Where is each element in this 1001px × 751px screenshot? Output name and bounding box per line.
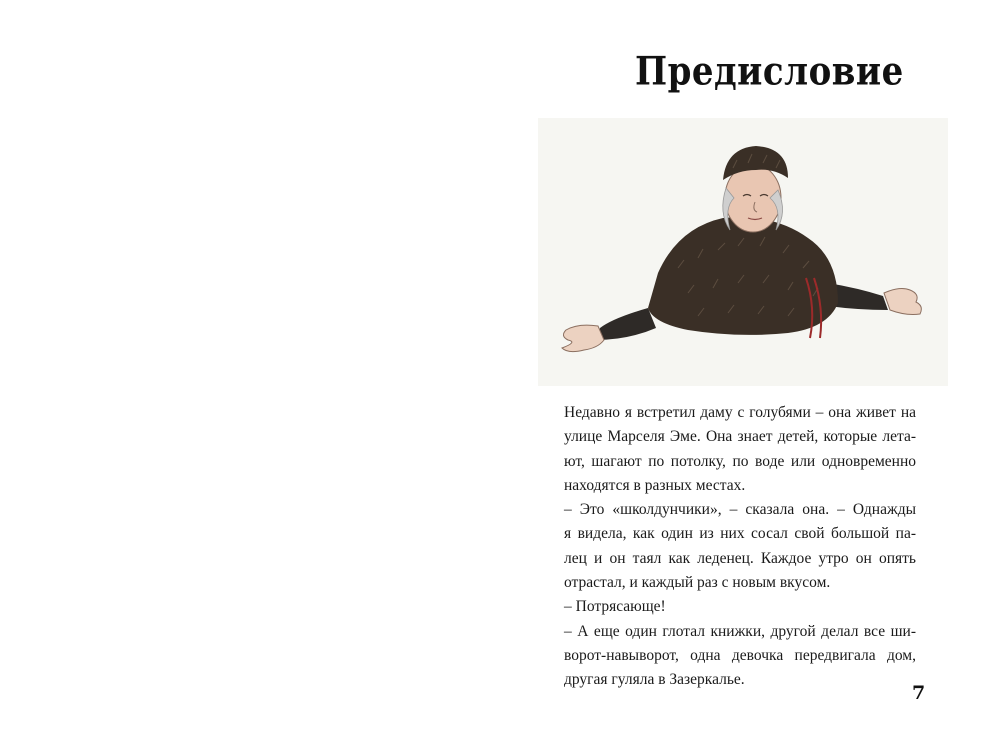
text-line: ворот-навыворот, одна девочка передвигала дом,	[564, 646, 916, 664]
text-line: – А еще один глотал книжки, другой делал все ши-	[564, 622, 916, 640]
text-line: другая гуляла в Зазеркалье.	[564, 671, 745, 689]
text-line: находятся в разных местах.	[564, 476, 746, 494]
text-line: отрастал, и каждый раз с новым вкусом.	[564, 574, 831, 592]
page-number: 7	[912, 682, 926, 704]
text-line: Недавно я встретил даму с голубями – она живет на	[564, 404, 916, 421]
left-page-blank	[0, 0, 500, 751]
left-sleeve	[596, 308, 656, 340]
text-line: улице Марселя Эме. Она знает детей, которые лета-	[564, 428, 916, 446]
foreword-text	[564, 401, 916, 693]
left-hand	[562, 325, 604, 352]
illustration-lady-with-pigeons	[538, 118, 948, 386]
right-page	[500, 0, 1001, 751]
right-hand	[884, 289, 921, 315]
text-line: – Потрясающе!	[564, 598, 666, 616]
chapter-title: Предисловие	[635, 49, 904, 95]
text-line: я видела, как один из них сосал свой большой па-	[564, 525, 916, 543]
lady-drawing	[538, 118, 948, 386]
text-line: – Это «школдунчики», – сказала она. – Однажды	[564, 501, 916, 519]
text-line: ют, шагают по потолку, по воде или одновременно	[564, 452, 916, 470]
text-line: лец и он таял как леденец. Каждое утро он опять	[564, 549, 916, 567]
